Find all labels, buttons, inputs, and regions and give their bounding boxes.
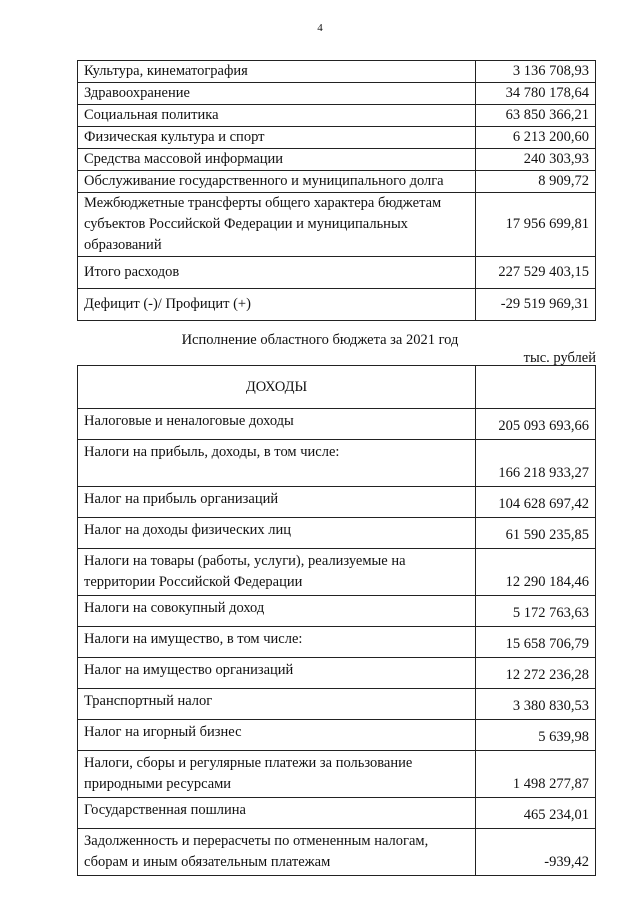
row-label: Социальная политика	[78, 105, 476, 127]
table-row	[78, 751, 596, 798]
row-label: Транспортный налог	[78, 689, 476, 720]
table-row-total	[78, 257, 596, 289]
row-value: -29 519 969,31	[476, 289, 596, 321]
row-value: 3 380 830,53	[476, 689, 596, 720]
row-label: Налоги на совокупный доход	[78, 596, 476, 627]
row-label: Физическая культура и спорт	[78, 127, 476, 149]
table-row	[78, 61, 596, 83]
table-row	[78, 127, 596, 149]
row-value: 12 290 184,46	[476, 549, 596, 596]
table-row	[78, 193, 596, 257]
table-header-row	[78, 366, 596, 409]
table-row	[78, 83, 596, 105]
row-label: Налог на прибыль организаций	[78, 487, 476, 518]
row-value: 166 218 933,27	[476, 440, 596, 487]
row-label: Межбюджетные трансферты общего характера бюджетам субъектов Российской Федерации и муниципальных образований	[78, 193, 476, 257]
row-value: 6 213 200,60	[476, 127, 596, 149]
column-header-empty	[476, 366, 596, 409]
table-row-deficit	[78, 289, 596, 321]
table-row	[78, 829, 596, 876]
table-row	[78, 596, 596, 627]
row-label: Государственная пошлина	[78, 798, 476, 829]
row-label: Обслуживание государственного и муниципального долга	[78, 171, 476, 193]
table-row	[78, 487, 596, 518]
row-value: 61 590 235,85	[476, 518, 596, 549]
row-label: Налог на доходы физических лиц	[78, 518, 476, 549]
row-label: Культура, кинематография	[78, 61, 476, 83]
row-value: -939,42	[476, 829, 596, 876]
row-value: 15 658 706,79	[476, 627, 596, 658]
row-value: 5 639,98	[476, 720, 596, 751]
table-row	[78, 105, 596, 127]
row-value: 205 093 693,66	[476, 409, 596, 440]
table-row	[78, 149, 596, 171]
row-value: 240 303,93	[476, 149, 596, 171]
table-row	[78, 518, 596, 549]
row-label: Налог на имущество организаций	[78, 658, 476, 689]
row-value: 104 628 697,42	[476, 487, 596, 518]
row-value: 1 498 277,87	[476, 751, 596, 798]
table-row	[78, 689, 596, 720]
income-table	[77, 365, 596, 876]
row-value: 227 529 403,15	[476, 257, 596, 289]
row-label: Налоги, сборы и регулярные платежи за пользование природными ресурсами	[78, 751, 476, 798]
row-label: Задолженность и перерасчеты по отмененным налогам, сборам и иным обязательным платежам	[78, 829, 476, 876]
section-title: Исполнение областного бюджета за 2021 год	[181, 332, 459, 348]
row-value: 63 850 366,21	[476, 105, 596, 127]
table-row	[78, 440, 596, 487]
table-row	[78, 171, 596, 193]
table-row	[78, 798, 596, 829]
row-label: Налоги на товары (работы, услуги), реализуемые на территории Российской Федерации	[78, 549, 476, 596]
row-label: Здравоохранение	[78, 83, 476, 105]
table-row	[78, 720, 596, 751]
page-number: 4	[317, 22, 323, 34]
table-row	[78, 409, 596, 440]
table-row	[78, 658, 596, 689]
row-label: Итого расходов	[78, 257, 476, 289]
table-row	[78, 549, 596, 596]
units-label: тыс. рублей	[523, 350, 596, 366]
row-value: 3 136 708,93	[476, 61, 596, 83]
row-value: 465 234,01	[476, 798, 596, 829]
row-value: 17 956 699,81	[476, 193, 596, 257]
row-label: Средства массовой информации	[78, 149, 476, 171]
row-value: 12 272 236,28	[476, 658, 596, 689]
expenses-table	[77, 60, 596, 321]
row-label: Налоги на прибыль, доходы, в том числе:	[78, 440, 476, 487]
row-value: 8 909,72	[476, 171, 596, 193]
row-label: Налоговые и неналоговые доходы	[78, 409, 476, 440]
row-value: 34 780 178,64	[476, 83, 596, 105]
row-label: Налоги на имущество, в том числе:	[78, 627, 476, 658]
table-row	[78, 627, 596, 658]
column-header: ДОХОДЫ	[78, 366, 476, 409]
row-value: 5 172 763,63	[476, 596, 596, 627]
row-label: Налог на игорный бизнес	[78, 720, 476, 751]
row-label: Дефицит (-)/ Профицит (+)	[78, 289, 476, 321]
